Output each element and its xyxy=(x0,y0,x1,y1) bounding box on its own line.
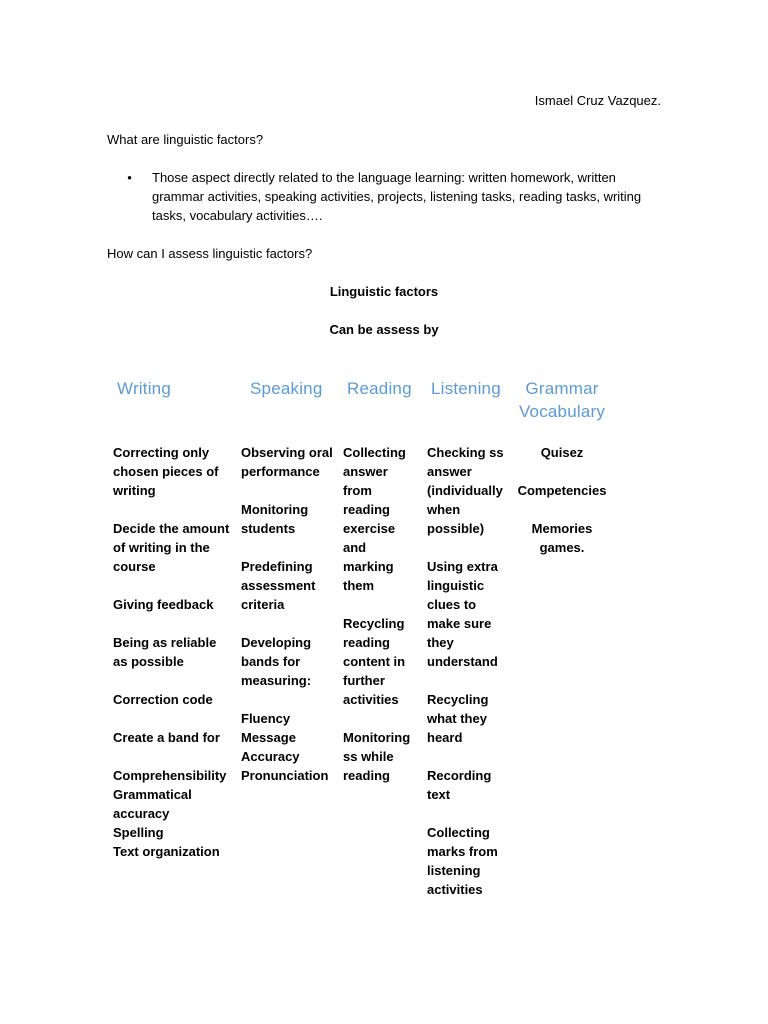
list-item: Monitoring students xyxy=(241,502,309,536)
list-item: Grammatical accuracy xyxy=(113,787,192,821)
list-item: Monitoring ss while reading xyxy=(343,730,411,783)
author-name: Ismael Cruz Vazquez. xyxy=(534,93,661,108)
list-item: Pronunciation xyxy=(241,768,329,783)
list-item: Using extra linguistic clues to make sure they understand xyxy=(427,559,498,669)
column-listening xyxy=(427,443,511,899)
list-item: Observing oral performance xyxy=(241,445,333,479)
heading-grammar: Grammar xyxy=(525,379,599,398)
heading-vocabulary: Vocabulary xyxy=(518,402,606,421)
column-reading xyxy=(343,443,413,785)
list-item: Accuracy xyxy=(241,749,300,764)
bullet-icon: • xyxy=(127,170,132,185)
column-writing xyxy=(113,443,231,861)
bullet-text: Those aspect directly related to the language learning: written homework, written grammar activities, speaking activities, projects, listening tasks, reading tasks, writing tasks, vocabulary activities…. xyxy=(152,170,642,223)
list-item: Correction code xyxy=(113,692,213,707)
list-item: Giving feedback xyxy=(113,597,214,612)
list-item: Fluency xyxy=(241,711,291,726)
bullet-list-item xyxy=(107,168,667,225)
list-item: Being as reliable as possible xyxy=(113,635,217,669)
center-subtitle: Can be assess by xyxy=(329,322,439,337)
heading-speaking: Speaking xyxy=(250,379,323,398)
list-item: Recycling reading content in further activities xyxy=(343,616,406,707)
list-item: Text organization xyxy=(113,844,220,859)
list-item: Comprehensibility xyxy=(113,768,227,783)
list-item: Collecting marks from listening activities xyxy=(427,825,498,897)
heading-listening: Listening xyxy=(431,379,501,398)
column-grammar-vocabulary xyxy=(514,443,610,557)
list-item: Recycling what they heard xyxy=(427,692,489,745)
list-item: Correcting only chosen pieces of writing xyxy=(113,445,219,498)
center-title: Linguistic factors xyxy=(329,284,439,299)
list-item: Decide the amount of writing in the course xyxy=(113,521,230,574)
list-item: Message xyxy=(241,730,296,745)
heading-reading: Reading xyxy=(347,379,412,398)
question-what-are-linguistic-factors: What are linguistic factors? xyxy=(107,132,264,147)
list-item: Recording text xyxy=(427,768,492,802)
list-item: Collecting answer from reading exercise and marking them xyxy=(343,445,406,593)
list-item: Spelling xyxy=(113,825,164,840)
heading-writing: Writing xyxy=(117,379,171,398)
list-item: Developing bands for measuring: xyxy=(241,635,312,688)
heading-grammar-vocabulary xyxy=(510,377,614,423)
list-item: Checking ss answer (individually when possible) xyxy=(427,445,504,536)
column-speaking xyxy=(241,443,333,785)
list-item: Create a band for xyxy=(113,730,220,745)
list-item: Competencies xyxy=(517,483,607,498)
list-item: Predefining assessment criteria xyxy=(241,559,316,612)
list-item: Memories games. xyxy=(531,521,593,555)
list-item: Quisez xyxy=(540,445,584,460)
question-how-to-assess: How can I assess linguistic factors? xyxy=(107,246,313,261)
